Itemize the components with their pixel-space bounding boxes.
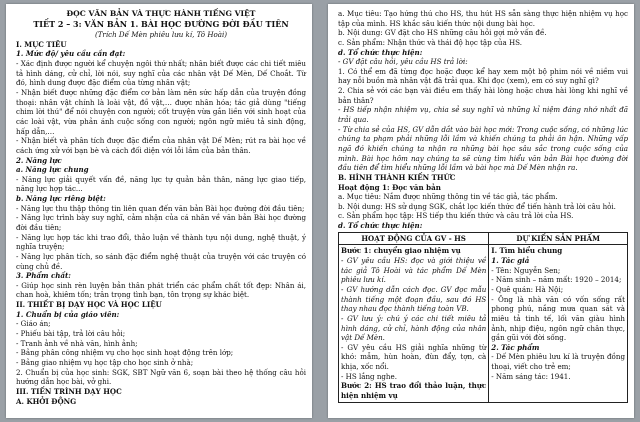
paragraph-line: - GV lưu ý: chú ý các chi tiết miêu tả hình dáng, cử chỉ, hành động của nhân vật Dế Mèn.: [341, 313, 487, 343]
sub-heading: 2. Năng lực: [16, 155, 62, 165]
paragraph-line: - Tên: Nguyễn Sen;: [491, 265, 561, 275]
sub-heading: Bước 1: chuyển giao nhiệm vụ: [341, 246, 461, 256]
paragraph-line: - Năm sinh – năm mất: 1920 – 2014;: [491, 275, 622, 285]
sub-heading: Bước 2: HS trao đổi thảo luận, thực hiện nhiệm vụ: [341, 381, 487, 400]
paragraph-line: - Dế Mèn phiêu lưu kí là truyện đồng thoại, viết cho trẻ em;: [491, 352, 625, 372]
paragraph-line: b. Nội dung: GV đặt cho HS những câu hỏi gợi mở vấn đề.: [338, 28, 547, 38]
sub-heading: 1. Mức độ/ yêu cầu cần đạt:: [16, 49, 126, 59]
paragraph-line: - Giúp học sinh rèn luyện bản thân phát triển các phẩm chất tốt đẹp: Nhân ái, chan hoà, khiêm tốn; trân trọng tình bạn, tôn trọng sự khác biệt.: [16, 280, 306, 300]
paragraph-line: - Nhận biết được những đặc điểm cơ bản làm nên sức hấp dẫn của truyện đồng thoại: nhân vật chính là loài vật, đồ vật,… được nhân hóa; tác giả dùng "tiếng chim lời thú" để nói chuyện con người; cốt truyện vừa gắn liền với sinh hoạt của các loài vật, vừa phản ánh cuộc sống con người; ngôn ngữ miêu tả sinh động, hấp dẫn,…: [16, 88, 306, 136]
paragraph-line: - Ông là nhà văn có vốn sống rất phong phú, nắng mưa quan sát và miêu tả tinh tế, lối văn giàu hình ảnh, nhịp điệu, ngôn ngữ chân thực, gần gũi với đời sống.: [491, 294, 625, 343]
section-heading: I. MỤC TIÊU: [16, 39, 67, 49]
paragraph-line: 2. Chia sẻ với các bạn vài điều em thấy hài lòng hoặc chưa hài lòng khi nghĩ về bản thân?: [338, 86, 628, 105]
paragraph-line: - Quê quán: Hà Nội;: [491, 284, 564, 294]
table-cell-product: [489, 245, 628, 402]
paragraph-line: - Năm sáng tác: 1941.: [491, 371, 571, 381]
sub-heading: 1. Tác giả: [491, 256, 530, 266]
section-heading: B. HÌNH THÀNH KIẾN THỨC: [338, 172, 456, 182]
paragraph-line: 2. Chuẩn bị của học sinh: SGK, SBT Ngữ văn 6, soạn bài theo hệ thống câu hỏi hướng dẫn học bài, vở ghi.: [16, 367, 306, 387]
paragraph-line: c. Sản phẩm học tập: HS tiếp thu kiến thức và câu trả lời của HS.: [338, 211, 574, 221]
paragraph-line: - HS tiếp nhận nhiệm vụ, chia sẻ suy nghĩ và những kỉ niệm đáng nhớ nhất đã trải qua.: [338, 105, 628, 125]
paragraph-line: - Xác định được người kể chuyện ngôi thứ nhất; nhân biết được các chi tiết miêu tả hình dáng, cử chỉ, lời nói, suy nghĩ của các nhân vật Dế Mèn, Dế Choắt. Từ đó, hình dung được đặc điểm của từng nhân vật;: [16, 59, 306, 88]
lesson-title: TIẾT 2 – 3: VĂN BẢN 1. BÀI HỌC ĐƯỜNG ĐỜI ĐẦU TIÊN: [33, 19, 289, 30]
paragraph-line: a. Mục tiêu: Nắm được những thông tin về tác giả, tác phẩm.: [338, 192, 558, 202]
paragraph-line: 1. Có thể em đã từng đọc hoặc được kể hay xem một bộ phim nói về niềm vui hay nỗi buồn mà nhân vật đã trải qua. Khi đọc (xem), em có suy nghĩ gì?: [338, 66, 628, 86]
paragraph-line: - Tranh ảnh về nhà văn, hình ảnh;: [16, 338, 138, 348]
paragraph-line: b. Nội dung: HS sử dụng SGK, chắt lọc kiến thức để tiến hành trả lời câu hỏi.: [338, 201, 616, 211]
paragraph-line: - GV đặt câu hỏi, yêu cầu HS trả lời:: [338, 57, 468, 67]
paragraph-line: c. Sản phẩm: Nhận thức và thái độ học tập của HS.: [338, 37, 523, 47]
paragraph-line: - Giáo án;: [16, 319, 51, 329]
paragraph-line: - GV hướng dẫn cách đọc. GV đọc mẫu thành tiếng một đoạn đầu, sau đó HS thay nhau đọc thành tiếng toàn VB.: [341, 284, 487, 314]
right-page-body: [338, 9, 628, 231]
lesson-source: (Trích Dế Mèn phiêu lưu kí, Tô Hoài): [94, 30, 228, 40]
section-heading: Hoạt động 1: Đọc văn bản: [338, 182, 441, 192]
paragraph-line: - HS lắng nghe.: [341, 371, 397, 381]
section-heading: III. TIẾN TRÌNH DẠY HỌC: [16, 386, 122, 396]
activity-table: [338, 232, 628, 403]
paragraph-line: - Năng lực phân tích, so sánh đặc điểm nghệ thuật của truyện với các truyện có cùng chủ đề.: [16, 251, 306, 271]
table-row: [339, 245, 628, 402]
paragraph-line: - Từ chia sẻ của HS, GV dẫn dắt vào bài học mới: Trong cuộc sống, có những lúc chúng ta phạm phải những lỗi lầm và khiến chúng ta phải ân hận. Những vấp ngã đó khiến chúng ta nhận ra những bài học sâu sắc trong cuộc sống của mình. Bài học hôm nay chúng ta sẽ cùng tìm hiểu văn bản Bài học đường đời đầu tiên để tìm hiểu những lỗi lầm và bài học mà Dế Mèn nhận ra.: [338, 124, 628, 173]
sub-heading: b. Năng lực riêng biệt:: [16, 194, 106, 204]
document-page-left: [6, 4, 312, 418]
lesson-heading: ĐỌC VĂN BẢN VÀ THỰC HÀNH TIẾNG VIỆT: [66, 9, 256, 18]
paragraph-line: - GV yêu cầu HS: đọc và giới thiệu về tác giả Tô Hoài và tác phẩm Dế Mèn phiêu lưu kí.: [341, 256, 487, 285]
section-heading: A. KHỞI ĐỘNG: [16, 396, 77, 406]
section-heading: II. THIẾT BỊ DẠY HỌC VÀ HỌC LIỆU: [16, 300, 162, 310]
sub-heading: I. Tìm hiểu chung: [491, 246, 563, 256]
paragraph-line: - Năng lực trình bày suy nghĩ, cảm nhận của cá nhân về văn bản Bài học đường đời đầu tiên;: [16, 213, 306, 232]
paragraph-line: - Năng lực giải quyết vấn đề, năng lực tự quản bản thân, năng lực giao tiếp, năng lực hợp tác...: [16, 174, 306, 194]
paragraph-line: - Năng lực hợp tác khi trao đổi, thảo luận về thành tựu nội dung, nghệ thuật, ý nghĩa truyện;: [16, 232, 306, 252]
paragraph-line: - GV yêu cầu HS giải nghĩa những từ khó: mẫm, hùn hoàn, đùn đẩy, tợn, cà khịa, xốc nổi.: [341, 342, 487, 372]
document-page-right: [328, 4, 634, 418]
paragraph-line: - Phiếu bài tập, trả lời câu hỏi;: [16, 329, 126, 339]
paragraph-line: a. Mục tiêu: Tạo hứng thú cho HS, thu hút HS sẵn sàng thực hiện nhiệm vụ học tập của mình. HS khắc sâu kiến thức nội dung bài học.: [338, 9, 628, 28]
paragraph-line: - Bảng phân công nhiệm vụ cho học sinh hoạt động trên lớp;: [16, 348, 234, 358]
left-page-body: [16, 40, 306, 406]
paragraph-line: - Nhận biết và phân tích được đặc điểm của nhân vật Dế Mèn; rút ra bài học về cách ứng xử với bạn bè và cách đối diện với lỗi lầm của bản thân.: [16, 136, 306, 155]
paragraph-line: - Bảng giao nhiệm vụ học tập cho học sinh ở nhà;: [16, 357, 194, 367]
sub-heading: a. Năng lực chung: [16, 165, 89, 175]
sub-heading: 3. Phẩm chất:: [16, 271, 71, 281]
table-header-product: DỰ KIẾN SẢN PHẨM: [489, 232, 628, 245]
sub-heading: d. Tổ chức thực hiện:: [338, 221, 423, 231]
table-cell-activity: [339, 245, 489, 402]
sub-heading: 2. Tác phẩm: [491, 342, 540, 352]
table-header-activity: HOẠT ĐỘNG CỦA GV - HS: [339, 232, 489, 245]
sub-heading: 1. Chuẩn bị của giáo viên:: [16, 309, 120, 319]
paragraph-line: - Năng lực thu thập thông tin liên quan đến văn bản Bài học đường đời đầu tiên;: [16, 203, 305, 213]
sub-heading: d. Tổ chức thực hiện:: [338, 47, 423, 57]
